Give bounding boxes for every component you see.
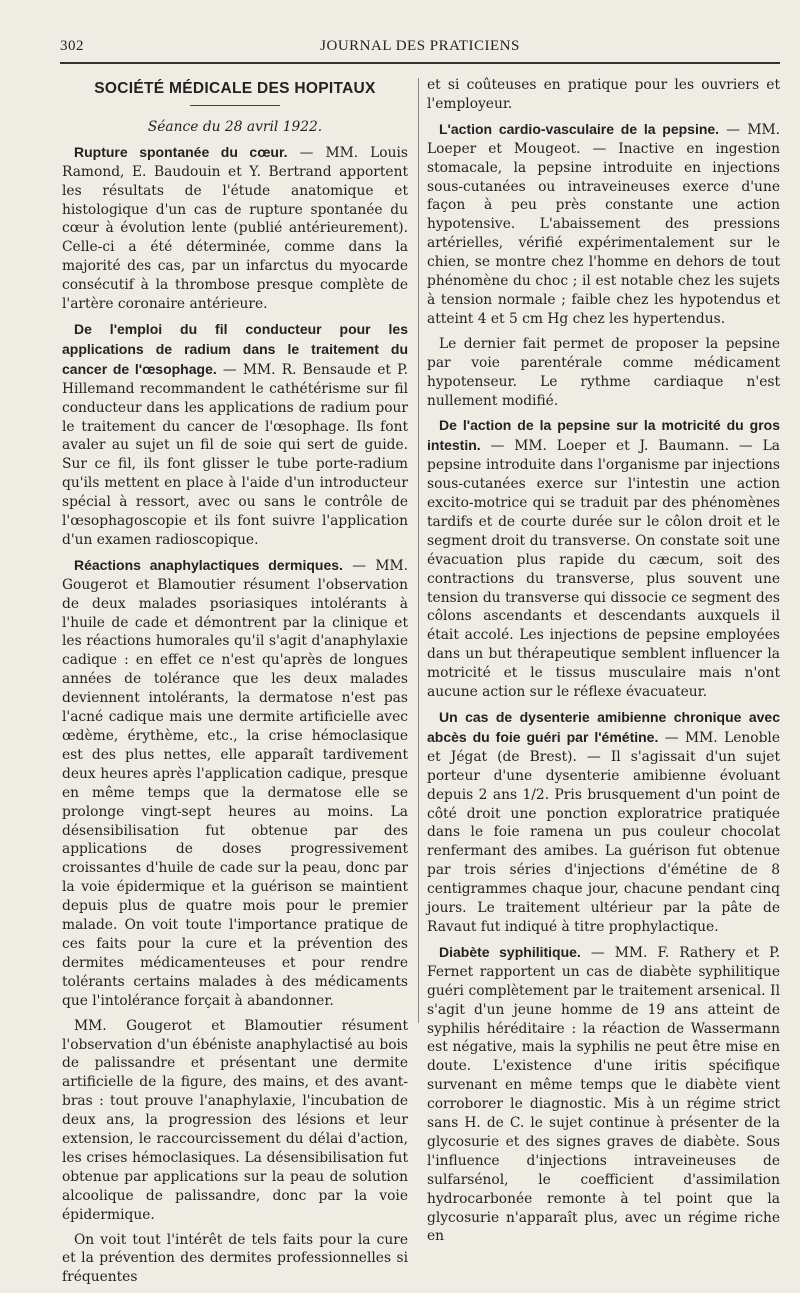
article-title: Rupture spontanée du cœur. <box>74 143 288 160</box>
article-body: — MM. Loeper et Mougeot. — Inactive en ingestion stomacale, la pepsine introduite en injections sous-cutanées ou intraveineuses exerce d'une façon à peu près constante une action hypotensive. L'abaissement des pressions artérielles, vérifié expérimentalement sur le chien, se montre chez l'homme en dehors de tout phénomène du choc ; il est notable chez les sujets à tension normale ; faible chez les hypotendus et atteint 4 et 5 cm Hg chez les hypertendus. <box>427 121 780 327</box>
article-paragraph: Le dernier fait permet de proposer la pepsine par voie parentérale comme médicament hypotenseur. Le rythme cardiaque n'est nullement modifié. <box>427 335 780 409</box>
section-rule <box>190 105 280 106</box>
article-fil-conducteur <box>62 320 408 550</box>
article-body: — MM. Gougerot et Blamoutier résument l'observation de deux malades psoriasiques intolérants à l'huile de cade et démontrent par la clinique et les réactions humorales qu'il s'agit d'anaphylaxie cadique : en effet ce n'est qu'après de longues années de tolérance que les deux malades deviennent intolérants, la dermatose n'est pas l'acné cadique mais une dermite artificielle avec œdème, érythème, etc., la crise hémoclasique est des plus nettes, elle apparaît tardivement deux heures après l'application cadique, presque en même temps que la dermatose elle se prolonge vingt-sept heures au moins. La désensibilisation fut obtenue par des applications de doses progressivement croissantes d'huile de cade sur la peau, donc par la voie épidermique et la guérison se maintient depuis plus de quatre mois pour le premier malade. On voit toute l'importance pratique de ces faits pour la cure et la prévention des dermites médicamenteuses et pour rendre tolérants certains malades à des médicaments que l'intolérance forçait à abandonner. <box>62 557 408 1009</box>
article-body: — MM. F. Rathery et P. Fernet rapportent un cas de diabète syphilitique guéri complètement par le traitement arsenical. Il s'agit d'un jeune homme de 19 ans atteint de syphilis héréditaire : la réaction de Wassermann est négative, mais la syphilis ne peut être mise en doute. L'existence d'une iritis spécifique survenant en même temps que le diabète vient corroborer le diagnostic. Mis à un régime strict sans H. de C. le sujet continue à présenter de la glycosurie et des signes graves de diabète. Sous l'influence d'injections intraveineuses de sulfarsénol, le coefficient d'assimilation hydrocarbonée remonte à tel point que la glycosurie n'apparaît plus, avec un régime riche en <box>427 944 780 1245</box>
article-body: — MM. R. Bensaude et P. Hillemand recommandent le cathétérisme sur fil conducteur dans les applications de radium pour le traitement du cancer de l'œsophage. Ils font avaler au sujet un fil de soie qui sert de guide. Sur ce fil, ils font glisser le tube porte-radium qu'ils mettent en place à l'aide d'un introducteur spécial à ressort, avec ou sans le contrôle de l'œsophagoscopie et ils font suivre l'application d'un examen radioscopique. <box>62 361 409 548</box>
article-title: Diabète syphilitique. <box>439 943 581 960</box>
header-rule <box>60 62 780 64</box>
session-date: Séance du 28 avril 1922. <box>147 118 323 135</box>
article-rupture-coeur <box>62 143 408 314</box>
article-title: De l'action de la pepsine sur la motricité du gros intestin. <box>427 417 780 454</box>
article-paragraph: MM. Gougerot et Blamoutier résument l'observation d'un ébéniste anaphylactisé au bois de palissandre et présentant une dermite artificielle de la figure, des mains, et des avant-bras : tout prouve l'anaphylaxie, l'incubation de deux ans, la progression des lésions et leur extension, le raccourcissement du délai d'action, les crises hémoclasiques. La désensibilisation fut obtenue par applications sur la peau de solution alcoolique de palissandre, donc par la voie épidermique. <box>62 1017 408 1223</box>
section-title: SOCIÉTÉ MÉDICALE DES HOPITAUX <box>94 80 376 97</box>
right-column <box>427 76 780 1252</box>
article-body: — MM. Louis Ramond, E. Baudouin et Y. Bertrand apportent les résultats de l'étude anatomique et histologique d'un cas de rupture spontanée du cœur à évolution lente (publié antérieurement). Celle-ci a été déterminée, comme dans la majorité des cas, par un infarctus du myocarde consécutif à la thrombose presque complète de l'artère coronaire antérieure. <box>62 144 408 313</box>
article-title: Réactions anaphylactiques dermiques. <box>74 556 343 573</box>
article-paragraph: On voit tout l'intérêt de tels faits pour la cure et la prévention des dermites professionnelles si fréquentes <box>62 1231 408 1286</box>
page-header <box>60 36 780 60</box>
column-divider <box>418 78 419 1023</box>
article-action-cardio-vasculaire <box>427 120 780 329</box>
article-pepsine-motricite <box>427 416 780 702</box>
article-title: Un cas de dysenterie amibienne chronique avec abcès du foie guéri par l'émétine. <box>427 709 780 745</box>
article-reactions-anaphylactiques <box>62 556 408 1011</box>
page-number: 302 <box>60 38 84 54</box>
article-dysenterie-amibienne <box>427 708 780 937</box>
article-body: — MM. Loeper et J. Baumann. — La pepsine introduite dans l'organisme par injections sous-cutanées exerce sur l'intestin une action excito-motrice qui se traduit par des phénomènes tardifs et de courte durée sur le côlon droit et le segment droit du transverse. On constate soit une évacuation plus rapide du cæcum, soit des contractions du transverse, plus souvent une tension du transverse qui dissocie ce segment des côlons ascendants et descendants auxquels il était accolé. Les injections de pepsine employées dans un but thérapeutique semblent influencer la motricité et le tissus musculaire mais n'ont aucune action sur le réflexe évacuateur. <box>427 438 780 701</box>
article-title: De l'emploi du fil conducteur pour les applications de radium dans le traitement du cancer de l'œsophage. <box>62 320 408 377</box>
article-body: — MM. Lenoble et Jégat (de Brest). — Il s'agissait d'un sujet porteur d'une dysenterie amibienne évoluant depuis 2 ans 1/2. Pris brusquement d'un point de côté droit une ponction exploratrice pratiquée dans le foie ramena un pus couleur chocolat renfermant des amibes. La guérison fut obtenue par trois séries d'injections d'émétine de 8 centigrammes chaque jour, chacune pendant cinq jours. Le traitement ultérieur par la pâte de Ravaut fut indiqué à titre prophylactique. <box>427 729 780 935</box>
article-title: L'action cardio-vasculaire de la pepsine. <box>439 120 720 137</box>
article-diabete-syphilitique <box>427 943 780 1247</box>
left-column <box>62 76 408 1293</box>
journal-title: JOURNAL DES PRATICIENS <box>320 38 520 54</box>
continued-text: et si coûteuses en pratique pour les ouvriers et l'employeur. <box>427 77 780 112</box>
